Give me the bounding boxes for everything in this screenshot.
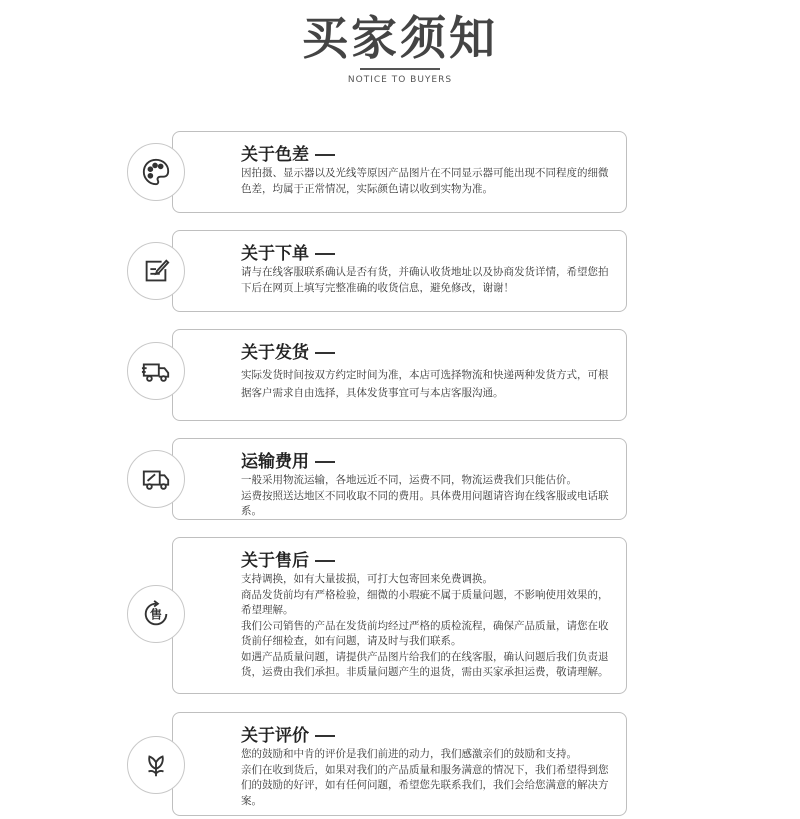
section-freight-cost [127,438,627,520]
section-body: 支持调换，如有大量拔损，可打大包寄回来免费调换。 商品发货前均有严格检验，细微的小瑕疵不属于质量问题，不影响使用效果的，希望理解。 我们公司销售的产品在发货前均经过严格的质检流程，确保产品质量，请您在收货前仔细检查，如有问题，请及时与我们联系。 如遇产品质量问题，请提供产品图片给我们的在线客服，确认问题后我们负责退货，运费由我们承担。非质量问题产生的退货，需由买家承担运费，敬请理解。 [241,573,609,678]
section-body: 一般采用物流运输，各地远近不同，运费不同，物流运费我们只能估价。 运费按照送达地区不同收取不同的费用。具体费用问题请咨询在线客服或电话联系。 [241,474,609,517]
section-title: 关于评价 [241,721,335,746]
shipping-truck-icon [127,450,185,508]
section-body: 实际发货时间按双方约定时间为准，本店可选择物流和快递两种发货方式，可根据客户需求自由选择，具体发货事宜可与本店客服沟通。 [241,369,609,399]
palette-icon [127,143,185,201]
after-sales-icon [127,585,185,643]
section-color-difference [127,131,627,213]
section-title: 运输费用 [241,447,335,472]
section-card [172,537,627,694]
section-title: 关于色差 [241,140,335,165]
order-form-icon [127,242,185,300]
section-shipping [127,329,627,421]
section-body: 因拍摄、显示器以及光线等原因产品图片在不同显示器可能出现不同程度的细微色差，均属于正常情况，实际颜色请以收到实物为准。 [241,167,609,195]
section-title: 关于售后 [241,546,335,571]
svg-text:售: 售 [149,607,163,622]
section-title: 关于下单 [241,239,335,264]
section-body: 请与在线客服联系确认是否有货，并确认收货地址以及协商发货详情，希望您拍下后在网页上填写完整准确的收货信息，避免修改，谢谢！ [241,266,609,294]
section-card [172,230,627,312]
page-title: 买家须知 [302,11,498,65]
title-divider [360,68,440,70]
section-reviews [127,712,627,816]
section-card [172,131,627,213]
section-card [172,712,627,816]
delivery-truck-icon [127,342,185,400]
section-ordering [127,230,627,312]
flower-icon [127,736,185,794]
page-subtitle: NOTICE TO BUYERS [347,75,453,85]
section-body: 您的鼓励和中肯的评价是我们前进的动力，我们感激亲们的鼓励和支持。 亲们在收到货后，如果对我们的产品质量和服务满意的情况下，我们希望得到您们的鼓励的好评，如有任何问题，希望您先联系我们，我们会给您满意的解决方案。 [241,748,609,807]
section-after-sales [127,537,627,694]
section-card [172,438,627,520]
section-title: 关于发货 [241,338,335,363]
section-card [172,329,627,421]
